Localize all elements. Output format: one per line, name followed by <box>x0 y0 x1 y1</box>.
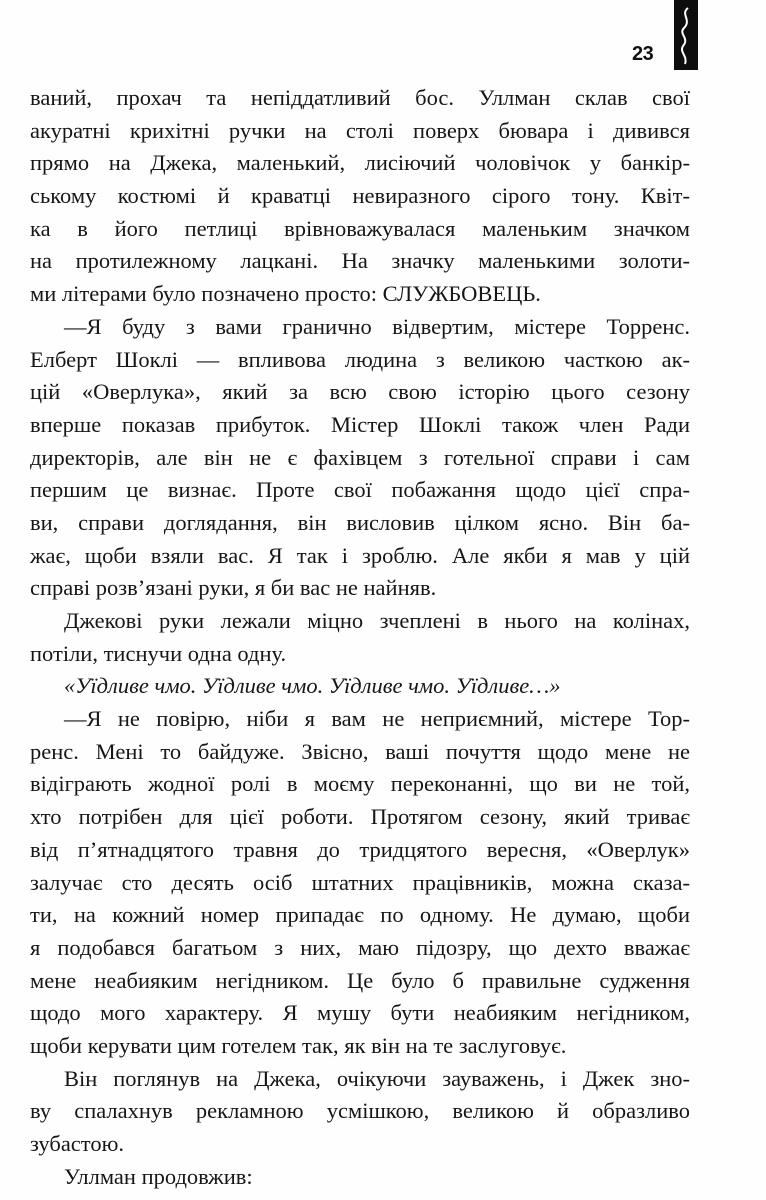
text-line: Джекові руки лежали міцно зчеплені в нього на колінах, <box>64 608 690 633</box>
text-line: ву спалахнув рекламною усмішкою, великою й образливо <box>30 1098 690 1124</box>
body-text <box>30 82 690 1193</box>
text-line: Він поглянув на Джека, очікуючи зауважень, і Джек зно- <box>64 1065 690 1091</box>
text-line: акуратні крихітні ручки на столі поверх бювара і дивився <box>30 117 690 143</box>
text-line: щоби керувати цим готелем так, як він на те заслуговує. <box>30 1032 567 1058</box>
text-line: на протилежному лацкані. На значку маленькими золоти- <box>30 248 690 274</box>
text-line: ти, на кожний номер припадає по одному. Не думаю, щоби <box>30 902 690 928</box>
text-line: від п’ятнадцятого травня до тридцятого вересня, «Оверлук» <box>30 836 690 862</box>
text-line: ваний, прохач та непіддатливий бос. Уллман склав свої <box>30 85 690 110</box>
text-line: справі розв’язані руки, я би вас не найняв. <box>30 575 437 601</box>
text-line: першим це визнає. Проте свої побажання щодо цієї спра- <box>30 477 690 503</box>
text-line: відіграють жодної ролі в моєму переконанні, що ви не той, <box>30 771 690 797</box>
text-line: ка в його петлиці врівноважувалася маленьким значком <box>30 215 690 241</box>
text-line: —Я буду з вами гранично відвертим, містере Торренс. <box>64 313 690 339</box>
text-line: ському костюмі й краватці невиразного сірого тону. Квіт- <box>30 183 690 209</box>
text-line: ви, справи доглядання, він висловив цілком ясно. Він ба- <box>30 509 690 535</box>
text-line: —Я не повірю, ніби я вам не неприємний, містере Тор- <box>64 706 690 732</box>
text-line: Елберт Шоклі — впливова людина з великою часткою ак- <box>30 346 690 372</box>
text-line: жає, щоби взяли вас. Я так і зроблю. Але якби я мав у цій <box>30 542 690 568</box>
text-line: прямо на Джека, маленький, лисіючий чоловічок у банкір- <box>30 150 690 176</box>
text-line: хто потрібен для цієї роботи. Протягом сезону, який триває <box>30 804 690 830</box>
page-number: 23 <box>632 43 654 65</box>
text-line: цій «Оверлука», який за всю свою історію цього сезону <box>30 379 690 405</box>
text-line: ренс. Мені то байдуже. Звісно, ваші почуття щодо мене не <box>30 738 690 764</box>
text-line: ми літерами було позначено просто: СЛУЖБОВЕЦЬ. <box>30 281 541 307</box>
text-line: вперше показав прибуток. Містер Шоклі також член Ради <box>30 411 690 437</box>
text-line: зубастою. <box>30 1131 125 1156</box>
text-line: я подобався багатьом з них, маю підозру, що дехто вважає <box>30 934 690 960</box>
text-line: директорів, але він не є фахівцем з готельної справи і сам <box>30 444 690 470</box>
text-line: залучає сто десять осіб штатних працівників, можна сказа- <box>30 869 690 895</box>
text-line: мене неабияким негідником. Це було б правильне судження <box>30 967 690 993</box>
text-line: щодо мого характеру. Я мушу бути неабияким негідником, <box>30 1000 690 1026</box>
text-line: «Уїдливе чмо. Уїдливе чмо. Уїдливе чмо. Уїдливе…» <box>64 673 561 699</box>
chapter-ornament-icon <box>674 0 698 70</box>
text-line: потіли, тиснучи одна одну. <box>30 640 287 666</box>
text-line: Уллман продовжив: <box>64 1163 253 1189</box>
